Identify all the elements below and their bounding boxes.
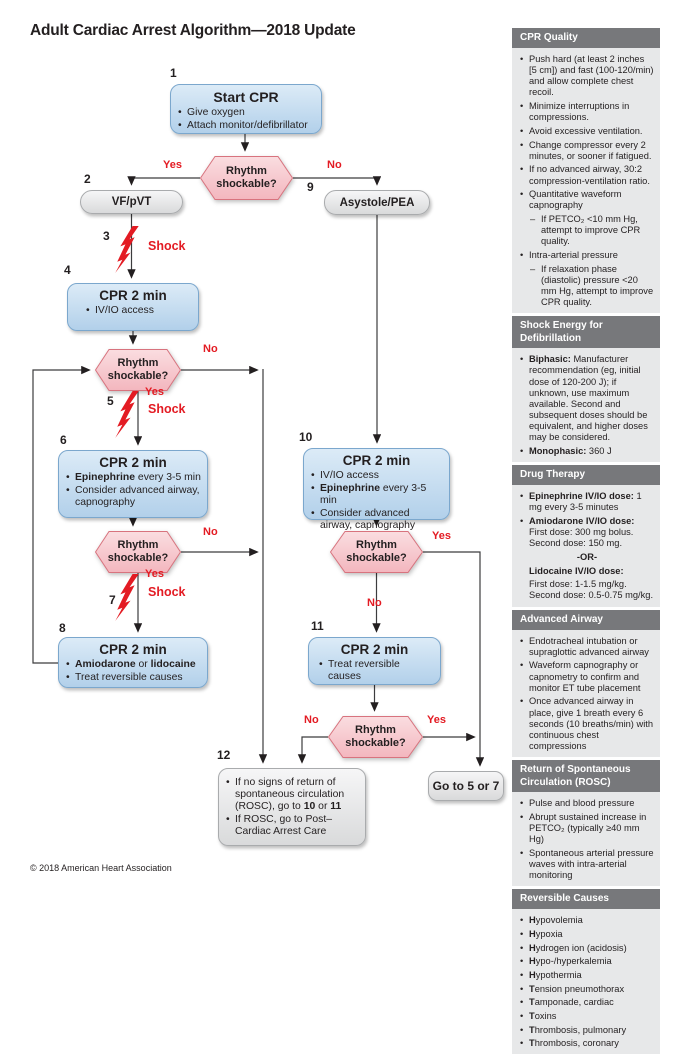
step-number-10: 10 (299, 430, 313, 444)
edge-label-no: No (203, 526, 218, 538)
bullet-marker: • (520, 189, 524, 200)
list-item (520, 984, 654, 995)
bullet-marker: • (520, 354, 524, 365)
edge-label-yes: Yes (163, 159, 182, 171)
list-item (66, 659, 202, 671)
list-item (520, 696, 654, 752)
list-item (520, 552, 654, 563)
list-item-text: Once advanced airway in place, give 1 breath every 6 seconds (10 breaths/min) with continuous chest compressions (529, 696, 654, 751)
list-item (520, 1038, 654, 1049)
bullet-marker: • (226, 814, 230, 826)
step-number-6: 6 (60, 433, 67, 447)
step-number-5: 5 (107, 394, 114, 408)
bullet-marker: • (520, 798, 524, 809)
list-item (86, 305, 193, 317)
step-number-9: 9 (307, 180, 314, 194)
section-body (512, 630, 660, 758)
sidebar (512, 28, 660, 1054)
box-title: CPR 2 min (99, 288, 167, 303)
step-11-cpr-box (308, 637, 441, 685)
bullet-marker: • (520, 635, 524, 646)
list-item (520, 250, 654, 261)
box-items (219, 769, 365, 840)
step-number-1: 1 (170, 66, 177, 80)
bullet-marker: • (520, 516, 524, 526)
list-item-text: If ROSC, go to Post–Cardiac Arrest Care (235, 814, 333, 838)
sidebar-section-shock-energy (512, 316, 660, 462)
list-item (520, 214, 654, 247)
step-2-vf-pvt-box (80, 190, 183, 214)
list-item (311, 508, 444, 532)
section-body (512, 792, 660, 886)
step-number-3: 3 (103, 229, 110, 243)
section-body (512, 909, 660, 1054)
section-header: Reversible Causes (512, 889, 660, 909)
decision-rhythm-shockable-right-1 (330, 531, 423, 573)
list-item-text: Hypovolemia (529, 915, 583, 926)
box-title: Go to 5 or 7 (432, 779, 500, 793)
step-4-cpr-box (67, 283, 199, 331)
page-title: Adult Cardiac Arrest Algorithm—2018 Update (30, 22, 356, 39)
bullet-marker: • (520, 1024, 524, 1035)
step-number-7: 7 (109, 593, 116, 607)
decision-label: Rhythm shockable? (107, 538, 169, 564)
list-item-text: Waveform capnography or capnometry to confirm and monitor ET tube placement (529, 660, 641, 693)
shock-label: Shock (148, 402, 186, 416)
list-item (520, 943, 654, 954)
list-item (520, 491, 654, 513)
list-item-text: Consider advanced airway, capnography (75, 485, 200, 509)
edge-label-no: No (327, 159, 342, 171)
box-items (171, 105, 321, 134)
list-item (520, 54, 654, 99)
list-item-text: Push hard (at least 2 inches [5 cm]) and fast (100-120/min) and allow complete chest recoil. (529, 54, 654, 98)
bullet-marker: • (66, 672, 70, 684)
list-item-text: Amiodarone IV/IO dose: First dose: 300 mg bolus. Second dose: 150 mg. (529, 516, 635, 549)
bullet-marker: • (520, 125, 524, 136)
bullet-marker: • (520, 956, 524, 967)
list-item-text: Lidocaine IV/IO dose: (529, 565, 624, 576)
list-item (520, 1011, 654, 1022)
bullet-marker: • (520, 250, 524, 260)
list-item (520, 798, 654, 809)
list-item-text: If no signs of return of spontaneous circulation (ROSC), go to 10 or 11 (235, 777, 345, 813)
box-title: CPR 2 min (342, 453, 411, 468)
edge-label-no: No (367, 597, 382, 609)
edge-label-yes: Yes (427, 714, 446, 726)
dash-marker: – (530, 214, 536, 225)
list-item (520, 997, 654, 1008)
decision-label: Rhythm shockable? (345, 723, 406, 749)
list-item (66, 472, 202, 484)
step-number-4: 4 (64, 263, 71, 277)
list-item (311, 470, 444, 482)
dash-marker: – (530, 263, 536, 274)
list-item (520, 264, 654, 309)
shock-bolt-icon (115, 226, 142, 273)
box-items (68, 303, 198, 319)
list-item-text: Monophasic: 360 J (529, 446, 612, 457)
shock-bolt-icon (115, 391, 142, 438)
list-item-text: Biphasic: Manufacturer recommendation (eg, initial dose of 120-200 J); if unknown, use maximum available. Second and subsequent doses should be equivalent, and higher doses may be considered. (529, 354, 648, 443)
bullet-marker: • (520, 101, 524, 112)
list-item (226, 777, 360, 813)
section-header: Advanced Airway (512, 610, 660, 630)
bullet-marker: • (66, 472, 70, 483)
bullet-marker: • (311, 483, 315, 495)
list-item-text: Intra-arterial pressure (529, 250, 618, 260)
bullet-marker: • (520, 446, 524, 457)
box-title: VF/pVT (111, 196, 152, 208)
bullet-marker: • (520, 54, 524, 64)
list-item (520, 516, 654, 549)
list-item-text: Treat reversible causes (75, 672, 183, 684)
bullet-marker: • (520, 983, 524, 994)
decision-rhythm-shockable-top (200, 156, 293, 200)
list-item (520, 164, 654, 186)
list-item (520, 101, 654, 123)
box-items (59, 470, 207, 511)
sidebar-section-rosc (512, 760, 660, 886)
list-item (311, 483, 444, 507)
bullet-marker: • (520, 696, 524, 707)
list-item-text: Avoid excessive ventilation. (529, 125, 643, 136)
step-8-cpr-box (58, 637, 208, 688)
decision-rhythm-shockable-left-2 (95, 531, 181, 573)
section-body (512, 348, 660, 462)
list-item (178, 107, 316, 119)
decision-rhythm-shockable-right-2 (328, 716, 423, 758)
goto-5-or-7-box (428, 771, 504, 801)
bullet-marker: • (520, 928, 524, 939)
list-item-text: Spontaneous arterial pressure waves with intra-arterial monitoring (529, 847, 654, 881)
list-item (520, 929, 654, 940)
list-item (520, 126, 654, 137)
step-12-outcome-box (218, 768, 366, 846)
box-items (304, 468, 449, 534)
bullet-marker: • (311, 470, 315, 481)
section-body (512, 48, 660, 313)
edge-label-no: No (203, 343, 218, 355)
bullet-marker: • (226, 777, 230, 788)
list-item-text: IV/IO access (320, 470, 379, 481)
list-item (520, 956, 654, 967)
box-title: Start CPR (213, 89, 279, 105)
list-item-text: Amiodarone or lidocaine (75, 659, 196, 670)
list-item (520, 140, 654, 162)
shock-label: Shock (148, 585, 186, 599)
bullet-marker: • (520, 969, 524, 980)
list-item-text: Quantitative waveform capnography (529, 189, 622, 211)
step-number-12: 12 (217, 748, 231, 762)
edge-label-yes: Yes (432, 530, 451, 542)
step-number-2: 2 (84, 172, 91, 186)
list-item-text: If PETCO₂ <10 mm Hg, attempt to improve CPR quality. (541, 214, 641, 247)
box-items (59, 657, 207, 686)
list-item-text: If relaxation phase (diastolic) pressure <20 mm Hg, attempt to improve CPR quality. (541, 263, 654, 308)
box-title: CPR 2 min (340, 642, 409, 657)
list-item-text: First dose: 1-1.5 mg/kg. Second dose: 0.5-0.75 mg/kg. (529, 579, 654, 601)
edge-label-yes: Yes (145, 568, 164, 580)
list-item (66, 672, 202, 684)
box-title: CPR 2 min (99, 642, 167, 657)
bullet-marker: • (311, 508, 315, 520)
list-item-text: Abrupt sustained increase in PETCO₂ (typically ≥40 mm Hg) (529, 811, 647, 845)
bullet-marker: • (178, 107, 182, 118)
list-item-text: Thrombosis, pulmonary (529, 1024, 627, 1035)
section-header: CPR Quality (512, 28, 660, 48)
bullet-marker: • (520, 139, 524, 150)
list-item-text: Endotracheal intubation or supraglottic advanced airway (529, 635, 649, 657)
decision-label: Rhythm shockable? (346, 538, 407, 564)
copyright-notice: © 2018 American Heart Association (30, 863, 172, 873)
section-header: Shock Energy for Defibrillation (512, 316, 660, 348)
list-item (520, 579, 654, 601)
list-item-text: Thrombosis, coronary (529, 1038, 619, 1049)
step-number-8: 8 (59, 621, 66, 635)
bullet-marker: • (520, 847, 524, 858)
list-item-text: -OR- (576, 551, 598, 562)
list-item-text: Minimize interruptions in compressions. (529, 101, 630, 123)
bullet-marker: • (520, 1010, 524, 1021)
decision-rhythm-shockable-left-1 (95, 349, 181, 391)
edge-label-no: No (304, 714, 319, 726)
list-item (520, 970, 654, 981)
list-item-text: Treat reversible causes (328, 659, 400, 683)
section-header: Drug Therapy (512, 465, 660, 485)
list-item-text: IV/IO access (95, 305, 154, 316)
step-9-asystole-pea-box (324, 190, 430, 215)
decision-label: Rhythm shockable? (107, 356, 169, 382)
bullet-marker: • (178, 120, 182, 132)
list-item-text: Epinephrine every 3-5 min (320, 483, 427, 507)
list-item-text: Change compressor every 2 minutes, or sooner if fatigued. (529, 139, 652, 161)
bullet-marker: • (520, 811, 524, 822)
section-header: Return of Spontaneous Circulation (ROSC) (512, 760, 660, 792)
list-item (520, 354, 654, 443)
list-item-text: Epinephrine IV/IO dose: 1 mg every 3-5 minutes (529, 491, 642, 513)
step-1-start-cpr-box (170, 84, 322, 134)
bullet-marker: • (520, 1038, 524, 1049)
list-item (66, 485, 202, 509)
sidebar-section-drug-therapy (512, 465, 660, 606)
bullet-marker: • (520, 997, 524, 1008)
bullet-marker: • (520, 491, 524, 502)
list-item-text: Epinephrine every 3-5 min (75, 472, 201, 483)
list-item-text: Hypoxia (529, 928, 563, 939)
list-item (520, 915, 654, 926)
list-item (178, 120, 316, 132)
list-item (319, 659, 435, 683)
bullet-marker: • (66, 485, 70, 497)
bullet-marker: • (520, 915, 524, 926)
list-item (226, 814, 360, 838)
step-6-cpr-box (58, 450, 208, 518)
bullet-marker: • (520, 942, 524, 953)
list-item (520, 848, 654, 881)
list-item (520, 189, 654, 211)
list-item (520, 660, 654, 693)
list-item-text: Hydrogen ion (acidosis) (529, 942, 627, 953)
sidebar-section-reversible-causes (512, 889, 660, 1054)
list-item (520, 446, 654, 457)
bullet-marker: • (66, 659, 70, 670)
decision-label: Rhythm shockable? (216, 164, 277, 190)
edge-label-yes: Yes (145, 386, 164, 398)
shock-label: Shock (148, 239, 186, 253)
bullet-marker: • (319, 659, 323, 670)
list-item-text: Tension pneumothorax (529, 983, 625, 994)
list-item-text: Toxins (529, 1010, 557, 1021)
bullet-marker: • (520, 660, 524, 671)
section-body (512, 485, 660, 606)
shock-bolt-icon (115, 574, 142, 621)
list-item-text: Hypothermia (529, 969, 582, 980)
list-item-text: Hypo-/hyperkalemia (529, 956, 612, 967)
list-item-text: Attach monitor/defibrillator (187, 120, 308, 132)
sidebar-section-cpr-quality (512, 28, 660, 313)
list-item (520, 812, 654, 845)
list-item-text: If no advanced airway, 30:2 compression-ventilation ratio. (529, 164, 650, 186)
box-title: Asystole/PEA (339, 196, 415, 209)
list-item-text: Give oxygen (187, 107, 245, 118)
list-item-text: Tamponade, cardiac (529, 997, 614, 1008)
sidebar-section-advanced-airway (512, 610, 660, 758)
list-item (520, 566, 654, 577)
list-item (520, 636, 654, 658)
list-item (520, 1025, 654, 1036)
box-title: CPR 2 min (99, 455, 167, 470)
step-number-11: 11 (311, 619, 324, 633)
list-item-text: Pulse and blood pressure (529, 798, 635, 809)
bullet-marker: • (86, 305, 90, 316)
box-items (309, 657, 440, 685)
bullet-marker: • (520, 164, 524, 175)
step-10-cpr-box (303, 448, 450, 532)
list-item-text: Consider advanced airway, capnography (320, 508, 416, 532)
